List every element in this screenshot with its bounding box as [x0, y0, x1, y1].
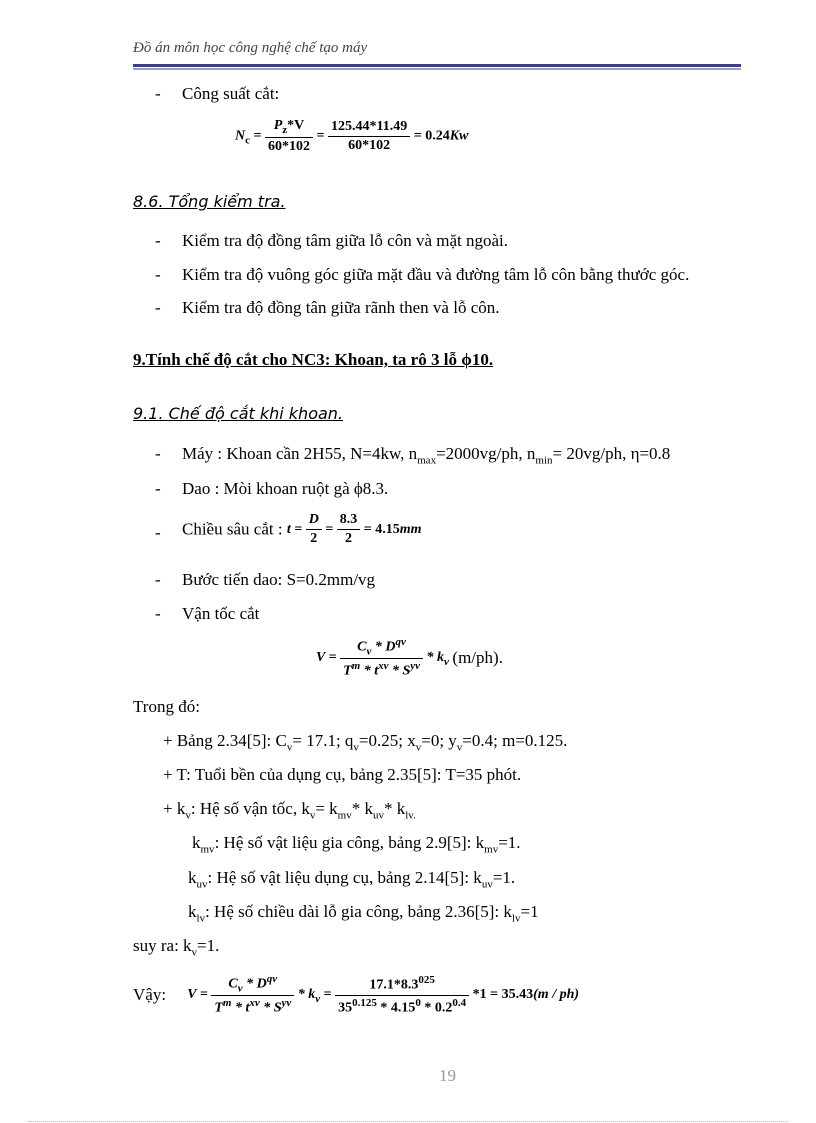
- list-item: Kiểm tra độ đồng tâm giữa lỗ côn và mặt ngoài.: [182, 231, 508, 250]
- result-label: Vậy:: [133, 985, 167, 1005]
- where-line-1: + Bảng 2.34[5]: $C_v= 17.1$; $q_v=0.25$; $x_v=0$; $y_v=0.4$; m=0.125.: [163, 731, 568, 754]
- bullet: -: [155, 84, 161, 103]
- list-item: Kiểm tra độ vuông góc giữa mặt đầu và đường tâm lỗ côn bằng thước góc.: [182, 265, 690, 284]
- klv-line: $k_{lv}$: Hệ số chiều dài lỗ gia công, bảng 2.36[5]: $k_{lv}=1$: [188, 902, 539, 925]
- header-rule: [133, 64, 741, 67]
- page-header: Đồ án môn học công nghệ chế tạo máy: [133, 40, 368, 56]
- where-line-3: + $k_v$: Hệ số vận tốc, $k_v= k_{mv}*$ $k_{uv}*$ $k_{lv.}$: [163, 799, 416, 822]
- result-formula: Vậy: V = $\frac{C_v * D^{qv}}{T^m * t^{xv} * S^{yv}}$ * $k_v$ = $\frac{17.1*8.3^{025}}{35^{0.125} * 4.15^0 * 0.2^{0.4}}$ *1 = 35.43(m / ph): [133, 973, 580, 1017]
- where-label: Trong đó:: [133, 697, 200, 716]
- section-8-6-title: 8.6. Tổng kiểm tra.: [133, 192, 286, 211]
- where-line-2: + T: Tuổi bền của dụng cụ, bảng 2.35[5]: T=35 phót.: [163, 765, 522, 784]
- kmv-line: $k_{mv}$: Hệ số vật liệu gia công, bảng 2.9[5]: $k_{mv}=1$.: [192, 833, 521, 856]
- power-formula: $N_c$ = $\frac{P_z*V}{60*102}$ = $\frac{125.44*11.49}{60*102}$ = 0.24Kw: [235, 118, 469, 154]
- section-9-title: 9.Tính chế độ cắt cho NC3: Khoan, ta rô 3 lỗ ϕ10.: [133, 350, 494, 369]
- bullet: -: [155, 523, 161, 542]
- bullet: -: [155, 479, 161, 498]
- header-rule-thin: [133, 68, 741, 70]
- list-item: Kiểm tra độ đồng tân giữa rãnh then và lỗ côn.: [182, 298, 500, 317]
- tool-line: Dao : Mòi khoan ruột gà ϕ8.3.: [182, 479, 389, 498]
- bullet: -: [155, 265, 161, 284]
- feed-line: Bước tiến dao: S=0.2mm/vg: [182, 570, 376, 589]
- bullet: -: [155, 604, 161, 623]
- bullet: -: [155, 231, 161, 250]
- suyra-line: suy ra: $k_v=1$.: [133, 936, 220, 959]
- kuv-line: $k_{uv}$: Hệ số vật liệu dụng cụ, bảng 2.14[5]: $k_{uv}=1$.: [188, 868, 516, 891]
- speed-formula: V = $\frac{C_v * D^{qv}}{T^m * t^{xv} * S^{yv}}$ * $k_v$ (m/ph).: [316, 636, 503, 680]
- machine-line: Máy : Khoan cần 2H55, N=4kw, $n_{max}=2000vg/ph$, $n_{min}= 20vg/ph$, η=0.8: [182, 444, 671, 467]
- depth-line: Chiều sâu cắt : t = $\frac{D}{2}$ = $\frac{8.3}{2}$ = 4.15mm: [182, 512, 422, 546]
- footer-dotted-rule: [28, 1121, 788, 1122]
- page-number: 19: [439, 1066, 456, 1085]
- bullet: -: [155, 444, 161, 463]
- power-label: Công suất cắt:: [182, 84, 280, 103]
- section-9-1-title: 9.1. Chế độ cắt khi khoan.: [133, 404, 344, 423]
- speed-label: Vận tốc cắt: [182, 604, 260, 623]
- bullet: -: [155, 570, 161, 589]
- bullet: -: [155, 298, 161, 317]
